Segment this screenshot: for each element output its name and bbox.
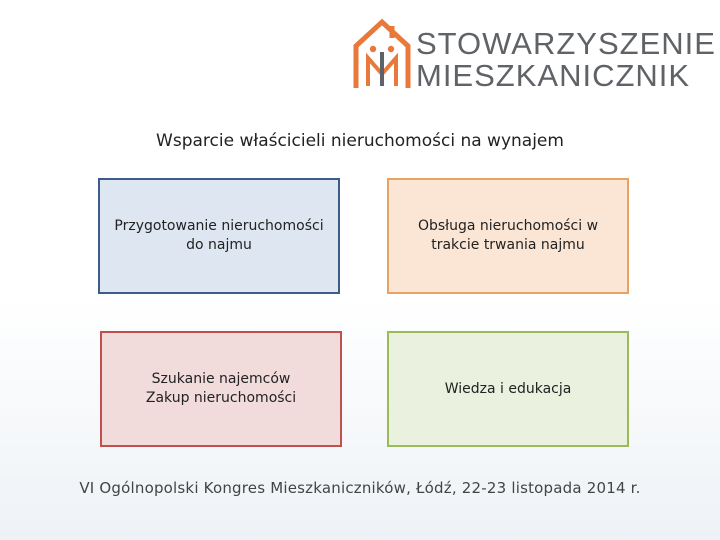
box-line: Obsługa nieruchomości w: [417, 218, 599, 234]
box-line: Przygotowanie nieruchomości: [114, 218, 324, 234]
logo-text-line1: STOWARZYSZENIE: [416, 26, 716, 61]
logo-text-line2: MIESZKANICZNIK: [416, 58, 691, 93]
logo: [352, 16, 716, 94]
house-logo-icon: [352, 16, 412, 94]
footer-caption: VI Ogólnopolski Kongres Mieszkaniczników, Łódź, 22-23 listopada 2014 r.: [79, 479, 641, 497]
box-line: do najmu: [186, 237, 252, 253]
box-knowledge-education: [387, 331, 629, 447]
box-line: trakcie trwania najmu: [431, 237, 585, 253]
box-tenant-search: [100, 331, 342, 447]
box-line: Szukanie najemców: [151, 371, 291, 387]
box-line: Zakup nieruchomości: [145, 390, 297, 406]
box-line: Wiedza i edukacja: [444, 380, 572, 397]
box-property-preparation: [98, 178, 340, 294]
slide-title: Wsparcie właścicieli nieruchomości na wynajem: [156, 131, 564, 151]
box-property-service: [387, 178, 629, 294]
